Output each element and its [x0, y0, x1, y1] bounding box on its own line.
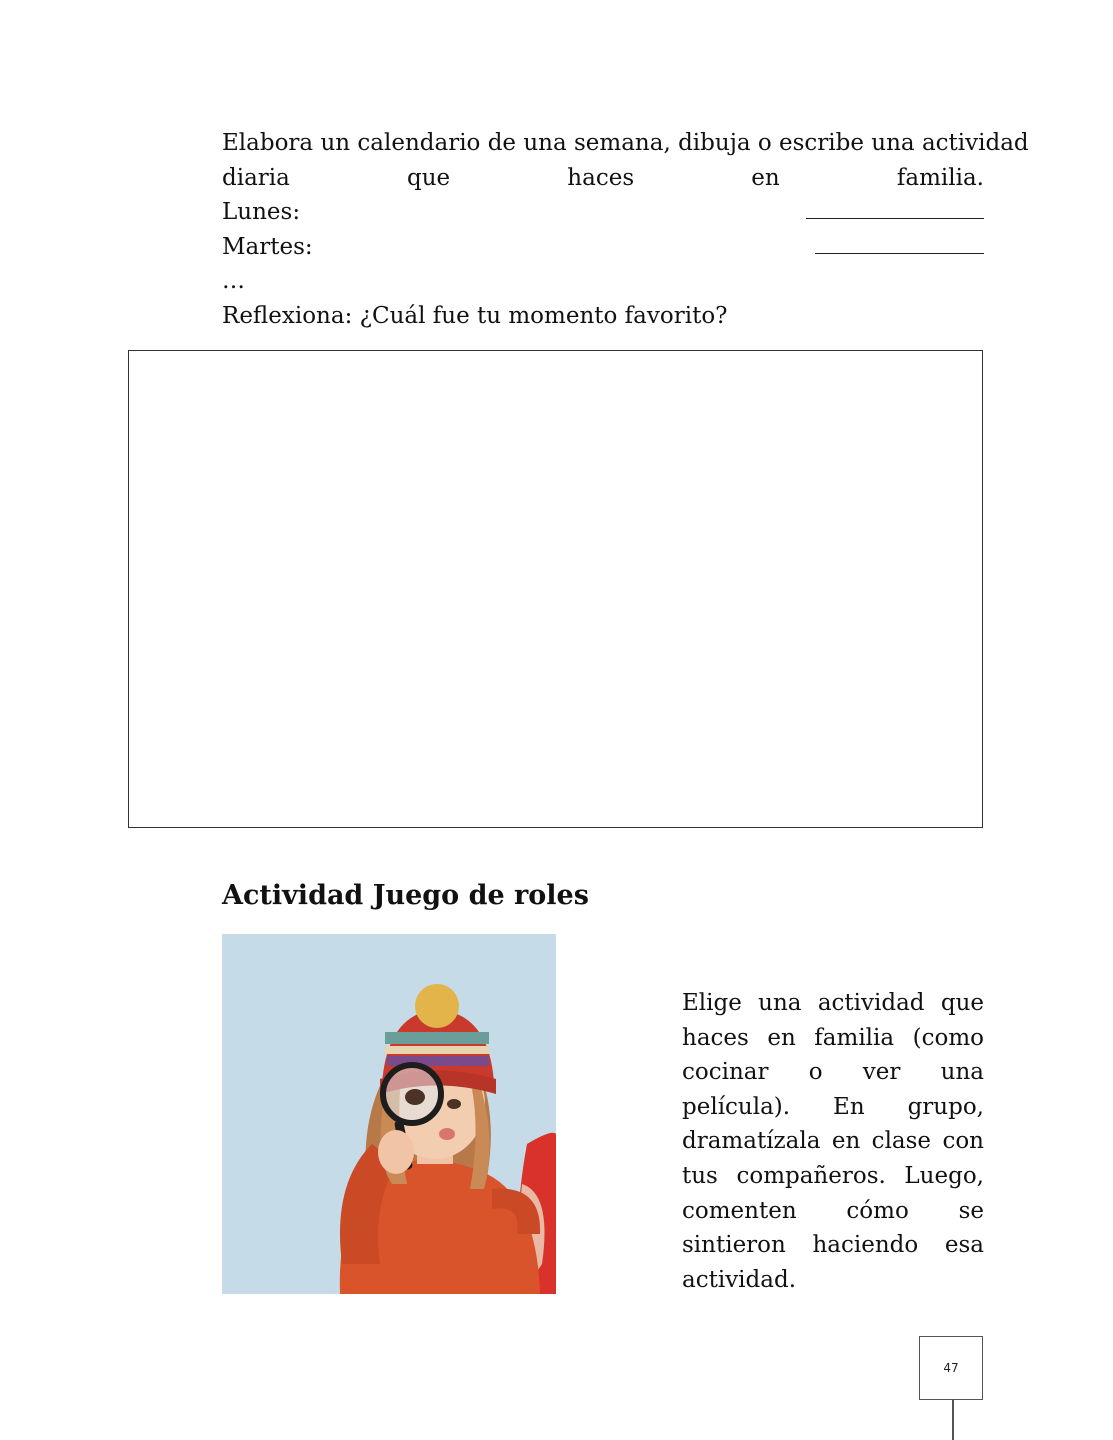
word: que [407, 164, 451, 191]
drawing-answer-box[interactable] [128, 350, 983, 828]
monday-row [222, 195, 984, 230]
tuesday-row [222, 230, 984, 265]
section-title: Actividad Juego de roles [222, 880, 589, 911]
word: familia. [896, 164, 984, 191]
instruction-line-2 [222, 161, 984, 196]
word: haces [567, 164, 635, 191]
page-number-stem [952, 1400, 954, 1440]
reflection-prompt: Reflexiona: ¿Cuál fue tu momento favorito? [222, 302, 728, 329]
photo-illustration [222, 934, 556, 1294]
girl-with-magnifying-glass-photo [222, 934, 556, 1294]
tuesday-answer-line[interactable] [815, 231, 984, 254]
page-number: 47 [919, 1336, 983, 1400]
monday-label: Lunes: [222, 199, 301, 226]
instruction-line-1: Elabora un calendario de una semana, dibuja o escribe una actividad [222, 130, 1029, 156]
tuesday-label: Martes: [222, 233, 313, 260]
ellipsis: … [222, 268, 245, 295]
word: en [751, 164, 780, 191]
monday-answer-line[interactable] [806, 196, 984, 219]
instructions-block [222, 126, 1029, 334]
word: diaria [222, 164, 290, 191]
activity-instructions: Elige una actividad que haces en familia (como cocinar o ver una película). En grupo, dramatízala en clase con tus compañeros. Luego, comenten cómo se sintieron haciendo esa actividad. [682, 990, 984, 1293]
